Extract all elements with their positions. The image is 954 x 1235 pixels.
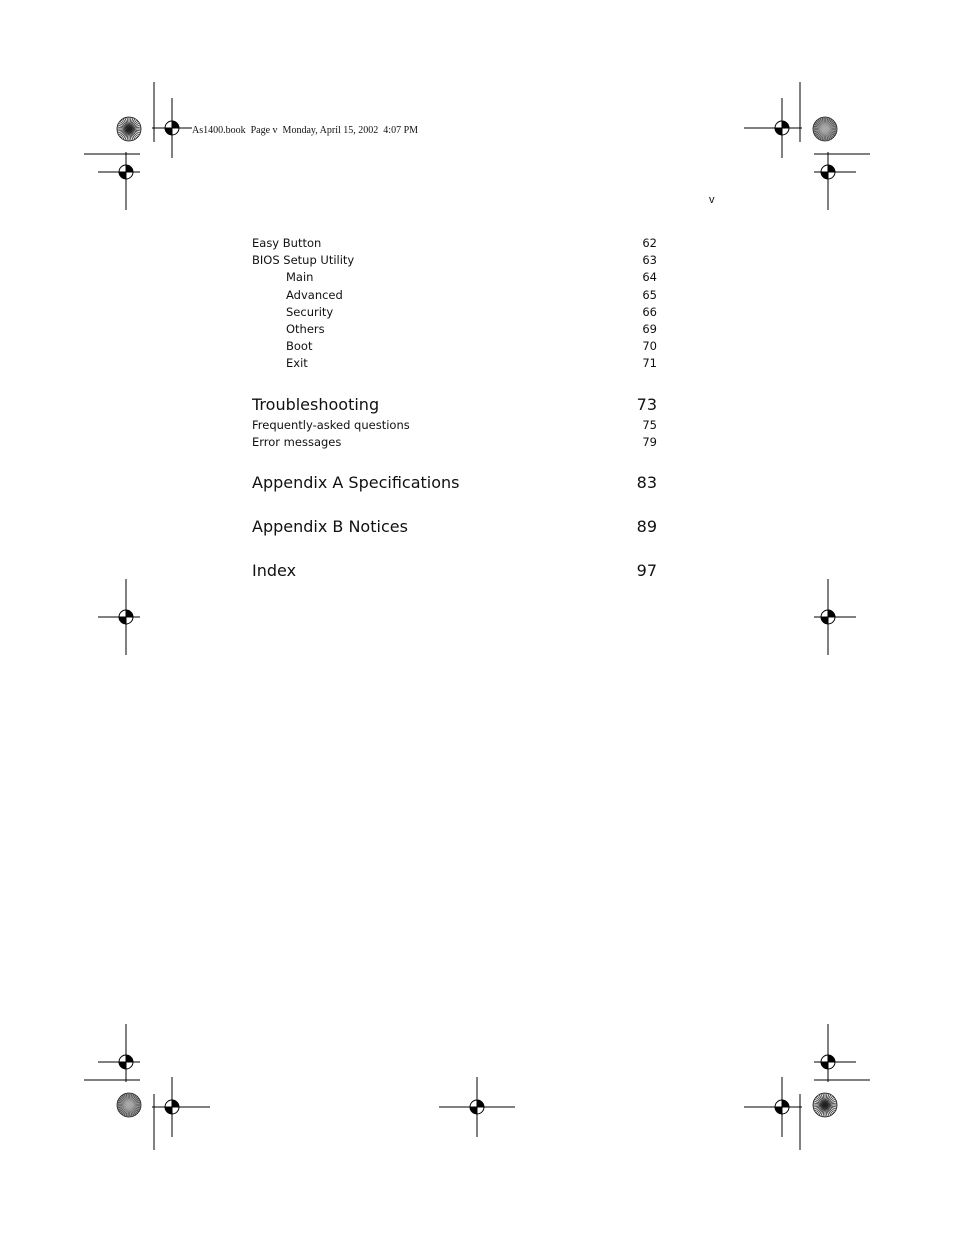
toc-subentry[interactable] [252, 321, 657, 338]
toc-chapter-page: 89 [636, 516, 657, 536]
toc-chapter-title: Appendix B Notices [252, 516, 408, 536]
toc-chapter-page: 83 [636, 472, 657, 492]
table-of-contents [252, 235, 657, 583]
toc-subentry[interactable] [252, 287, 657, 304]
toc-entry-page: 70 [642, 339, 657, 354]
toc-entry-page: 63 [642, 253, 657, 268]
toc-entry[interactable] [252, 235, 657, 252]
star-target-icon [117, 117, 141, 141]
toc-entry-label: Others [286, 321, 325, 336]
toc-subentry[interactable] [252, 355, 657, 372]
toc-entry-label: Exit [286, 356, 308, 371]
toc-chapter-title: Troubleshooting [252, 394, 380, 414]
toc-chapter-appendix-a[interactable] [252, 471, 657, 495]
toc-entry-label: Main [286, 270, 314, 285]
page-number: v [709, 194, 715, 206]
toc-entry-page: 71 [642, 356, 657, 371]
toc-entry-page: 75 [642, 417, 657, 432]
toc-entry[interactable] [252, 417, 657, 434]
toc-entry-page: 79 [642, 434, 657, 449]
toc-chapter-page: 97 [636, 560, 657, 580]
toc-entry-page: 64 [642, 270, 657, 285]
toc-chapter-appendix-b[interactable] [252, 515, 657, 539]
toc-entry-label: Boot [286, 339, 313, 354]
print-slug: As1400.book Page v Monday, April 15, 2002 4:07 PM [192, 125, 419, 136]
toc-subentry[interactable] [252, 338, 657, 355]
toc-subentry[interactable] [252, 304, 657, 321]
toc-chapter-index[interactable] [252, 559, 657, 583]
toc-entry-label: Advanced [286, 287, 343, 302]
toc-chapter-title: Index [252, 560, 297, 580]
toc-entry-label: Error messages [252, 434, 342, 449]
toc-entry-label: Easy Button [252, 236, 322, 250]
toc-chapter-troubleshooting[interactable] [252, 393, 657, 417]
toc-chapter-page: 73 [636, 394, 657, 414]
toc-entry[interactable] [252, 434, 657, 451]
toc-entry-label: BIOS Setup Utility [252, 253, 355, 268]
toc-entry-label: Security [286, 304, 334, 319]
star-target-icon [117, 1093, 141, 1117]
toc-entry-page: 65 [642, 287, 657, 302]
toc-entry-page: 62 [642, 236, 657, 250]
toc-entry-page: 69 [642, 321, 657, 336]
star-target-icon [813, 117, 837, 141]
toc-subentry[interactable] [252, 269, 657, 286]
toc-entry-page: 66 [642, 304, 657, 319]
toc-entry[interactable] [252, 252, 657, 269]
star-target-icon [813, 1093, 837, 1117]
toc-entry-label: Frequently-asked questions [252, 417, 410, 432]
toc-chapter-title: Appendix A Specifications [252, 472, 460, 492]
